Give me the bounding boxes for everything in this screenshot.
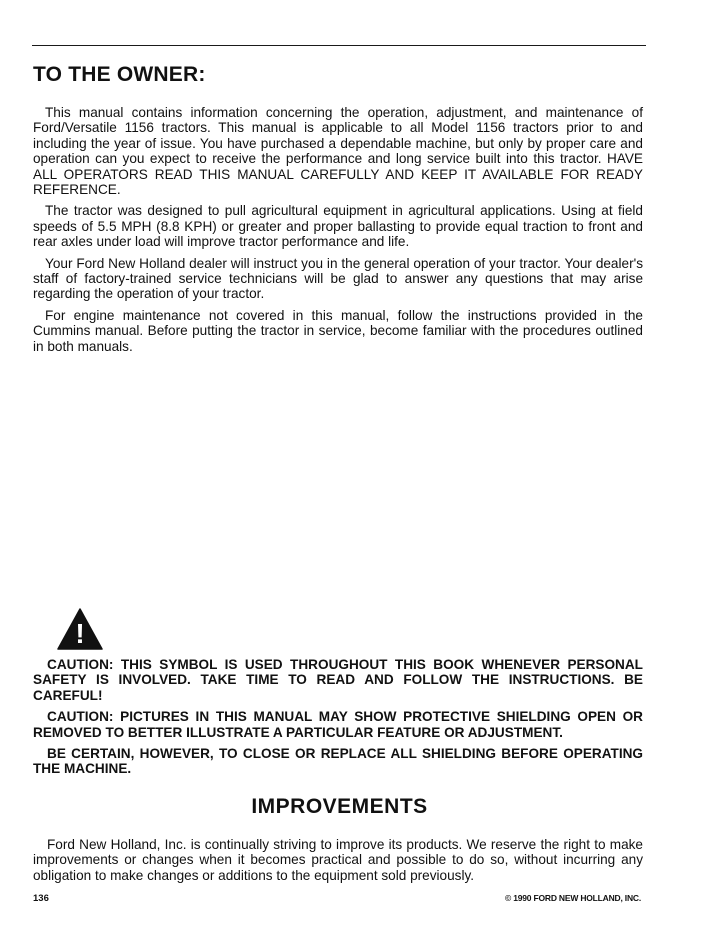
improvements-heading: IMPROVEMENTS [251,795,428,818]
warning-triangle-icon [57,608,103,650]
improvements-section [33,837,643,889]
exclamation-mark: ! [75,618,85,649]
caution-section [33,657,643,783]
page-title: TO THE OWNER: [33,63,206,86]
page-number: 136 [33,893,49,904]
intro-paragraph: Your Ford New Holland dealer will instruct you in the general operation of your tractor. Your dealer's staff of factory-trained service technicians will be glad to answer any questions that may arise regarding the operation of your tractor. [33,255,643,302]
intro-paragraph: This manual contains information concerning the operation, adjustment, and maintenance of Ford/Versatile 1156 tractors. This manual is applicable to all Model 1156 tractors prior to and including the year of issue. You have purchased a dependable machine, but only by proper care and operation can you expect to receive the performance and long service built into this tractor. HAVE ALL OPERATORS READ THIS MANUAL CAREFULLY AND KEEP IT AVAILABLE FOR READY REFERENCE. [33,105,643,198]
caution-paragraph: CAUTION: THIS SYMBOL IS USED THROUGHOUT THIS BOOK WHENEVER PERSONAL SAFETY IS INVOLVED. TAKE TIME TO READ AND FOLLOW THE INSTRUCTIONS. BE CAREFUL! [33,657,643,703]
copyright-notice: © 1990 FORD NEW HOLLAND, INC. [504,893,641,903]
caution-paragraph: CAUTION: PICTURES IN THIS MANUAL MAY SHOW PROTECTIVE SHIELDING OPEN OR REMOVED TO BETTER ILLUSTRATE A PARTICULAR FEATURE OR ADJUSTMENT. [33,709,643,740]
header-rule [32,45,646,46]
improvements-paragraph: Ford New Holland, Inc. is continually striving to improve its products. We reserve the right to make improvements or changes when it becomes practical and possible to do so, without incurring any obligation to make changes or additions to the equipment sold previously. [33,837,643,883]
intro-paragraph: The tractor was designed to pull agricultural equipment in agricultural applications. Using at field speeds of 5.5 MPH (8.8 KPH) or greater and proper ballasting to provide equal traction to front and rear axles under load will improve tractor performance and life. [33,203,643,250]
caution-paragraph: BE CERTAIN, HOWEVER, TO CLOSE OR REPLACE ALL SHIELDING BEFORE OPERATING THE MACHINE. [33,746,643,777]
intro-section [33,105,643,360]
intro-paragraph: For engine maintenance not covered in this manual, follow the instructions provided in the Cummins manual. Before putting the tractor in service, become familiar with the procedures outlined in both manuals. [33,307,643,354]
